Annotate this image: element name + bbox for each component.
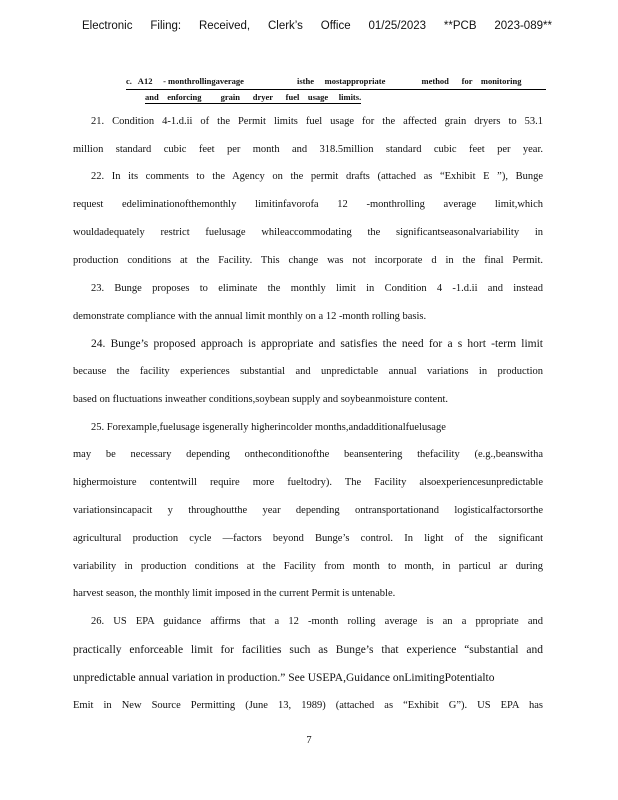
paragraph-24-line: 24. Bunge’s proposed approach is appropriate and satisfies the need for a s hort -term limit [91,338,543,350]
header-part: Electronic [82,20,133,32]
paragraph-22-line: request edeliminationofthemonthly limitinfavorofa 12 -monthrolling average limit,which [73,199,543,210]
paragraph-24-line: because the facility experiences substantial and unpredictable annual variations in production [73,366,543,377]
paragraph-25-line: 25. Forexample,fuelusage isgenerally higherincolder months,andadditionalfuelusage [91,422,446,433]
header-part: Received, [198,20,251,32]
paragraph-22-line: 22. In its comments to the Agency on the permit drafts (attached as “Exhibit E ”), Bunge [91,171,543,182]
header-part: 01/25/2023 [368,20,427,32]
paragraph-25-line: may be necessary depending ontheconditionofthe beansentering thefacility (e.g.,beanswitha [73,449,543,460]
header-part: Office [320,20,351,32]
paragraph-26-line: Emit in New Source Permitting (June 13, 1989) (attached as “Exhibit G”). US EPA has [73,700,543,711]
paragraph-22-line: wouldadequately restrict fuelusage whileaccommodating the significantseasonalvariability in [73,227,543,238]
subheading-line-2: and enforcing grain dryer fuel usage limits. [145,92,362,102]
efiling-header [82,20,552,32]
paragraph-25-line: variationsincapacit y throughoutthe year depending ontransportationand logisticalfactorsorthe [73,505,543,516]
subheading-line-2-wrap [126,90,546,104]
paragraph-25-line: agricultural production cycle —factors beyond Bunge’s control. In light of the significant [73,533,543,544]
header-part: **PCB [443,20,477,32]
paragraph-23-line: demonstrate compliance with the annual limit monthly on a 12 -month rolling basis. [73,311,427,322]
paragraph-22-line: production conditions at the Facility. This change was not incorporate d in the final Permit. [73,255,543,266]
paragraph-23-line: 23. Bunge proposes to eliminate the monthly limit in Condition 4 -1.d.ii and instead [91,283,543,294]
header-part: Clerk’s [267,20,303,32]
paragraph-21-line: million standard cubic feet per month and 318.5million standard cubic feet per year. [73,144,543,155]
paragraph-26-line: unpredictable annual variation in production.” See USEPA,Guidance onLimitingPotentialto [73,672,495,684]
paragraph-25-line: harvest season, the monthly limit imposed in the current Permit is untenable. [73,588,396,599]
subheading-line-1: c. A12 - monthrollingaverage isthe mostappropriate method for monitoring [126,74,546,90]
header-part: Filing: [150,20,182,32]
paragraph-25-line: variability in production conditions at the Facility from month to month, in particul ar during [73,561,543,572]
paragraph-25-line: highermoisture contentwill require more fueltodry). The Facility alsoexperiencesunpredictable [73,477,543,488]
paragraph-24-line: based on fluctuations inweather conditions,soybean supply and soybeanmoisture content. [73,394,449,405]
paragraph-21-line: 21. Condition 4-1.d.ii of the Permit limits fuel usage for the affected grain dryers to 53.1 [91,116,543,127]
page-number: 7 [306,735,312,746]
section-subheading [126,74,546,104]
paragraph-26-line: practically enforceable limit for facilities such as Bunge’s that experience “substantial and [73,644,543,656]
header-part: 2023-089** [494,20,552,32]
paragraph-26-line: 26. US EPA guidance affirms that a 12 -month rolling average is an a ppropriate and [91,616,543,627]
